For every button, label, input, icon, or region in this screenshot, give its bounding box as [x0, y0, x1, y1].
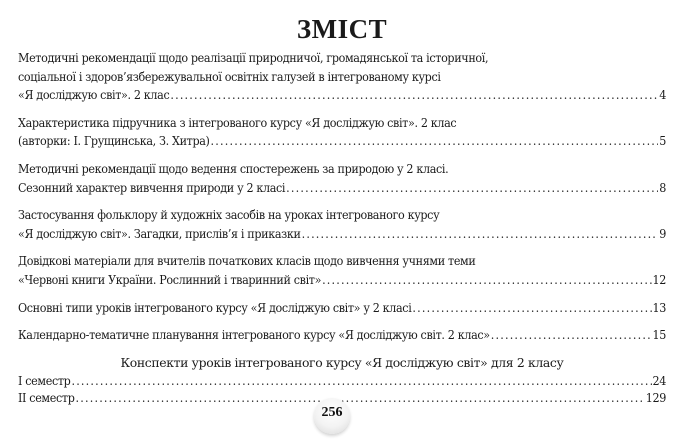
- dot-leader: [71, 372, 651, 389]
- toc-entry[interactable]: [18, 160, 666, 197]
- toc-page-number: 4: [659, 87, 666, 103]
- semester-label: І семестр: [18, 372, 71, 388]
- toc-entry-text: «Я досліджую світ». Загадки, прислів’я і приказки: [18, 225, 301, 241]
- dot-leader: [76, 389, 645, 406]
- dot-leader: [322, 271, 651, 290]
- toc-entry[interactable]: [18, 206, 666, 243]
- toc-entry-text: Методичні рекомендації щодо реалізації природничої, громадянської та історичної,: [18, 50, 489, 65]
- toc-page-number: 9: [659, 225, 666, 241]
- toc-entry-text: Сезонний характер вивчення природи у 2 класі: [18, 179, 286, 195]
- dot-leader: [491, 326, 652, 345]
- toc-entry[interactable]: [18, 299, 666, 318]
- toc-page-number: 8: [659, 179, 666, 195]
- page-title: ЗМІСТ: [296, 14, 388, 44]
- dot-leader: [302, 225, 659, 244]
- toc-page-number: 5: [659, 133, 666, 149]
- dot-leader: [211, 132, 659, 151]
- toc-entry-text: Характеристика підручника з інтегрованого курсу «Я досліджую світ». 2 клас: [18, 114, 457, 130]
- toc-entry[interactable]: [18, 49, 666, 105]
- toc-entry[interactable]: [18, 114, 666, 151]
- semester-label: ІІ семестр: [18, 389, 75, 405]
- toc-page-number: 129: [645, 389, 666, 405]
- toc-entry-text: Основні типи уроків інтегрованого курсу «Я досліджую світ» у 2 класі: [18, 299, 412, 315]
- toc-entry-text: (авторки: І. Грущинська, З. Хитра): [18, 133, 210, 149]
- toc-entry[interactable]: [18, 326, 666, 345]
- dot-leader: [412, 299, 651, 318]
- section-heading: Конспекти уроків інтегрованого курсу «Я досліджую світ» для 2 класу: [120, 354, 564, 370]
- page-number-badge: [314, 398, 350, 434]
- toc-entry-text: Застосування фольклору й художніх засобів на уроках інтегрованого курсу: [18, 207, 440, 223]
- toc-entry-text: Методичні рекомендації щодо ведення спостережень за природою у 2 класі.: [18, 160, 449, 176]
- dot-leader: [286, 179, 658, 198]
- toc-entry-text: «Я досліджую світ». 2 клас: [18, 87, 170, 103]
- toc-page-number: 24: [652, 372, 666, 388]
- toc-entry-text: Календарно-тематичне планування інтегрованого курсу «Я досліджую світ. 2 клас»: [18, 327, 490, 343]
- page-number: 256: [321, 405, 343, 420]
- toc-page-number: 12: [652, 271, 666, 287]
- table-of-contents: [18, 49, 666, 406]
- dot-leader: [170, 86, 658, 105]
- toc-page-number: 15: [652, 327, 666, 343]
- toc-page: [18, 0, 666, 444]
- semester-entry[interactable]: [18, 372, 666, 389]
- toc-entry-text: соціальної і здоров’язбережувальної освітніх галузей в інтегрованому курсі: [18, 68, 441, 84]
- toc-entry-text: Довідкові матеріали для вчителів початкових класів щодо вивчення учнями теми: [18, 253, 476, 269]
- toc-entry-text: «Червоні книги України. Рослинний і тваринний світ»: [18, 271, 322, 287]
- toc-page-number: 13: [652, 299, 666, 315]
- toc-entry[interactable]: [18, 252, 666, 289]
